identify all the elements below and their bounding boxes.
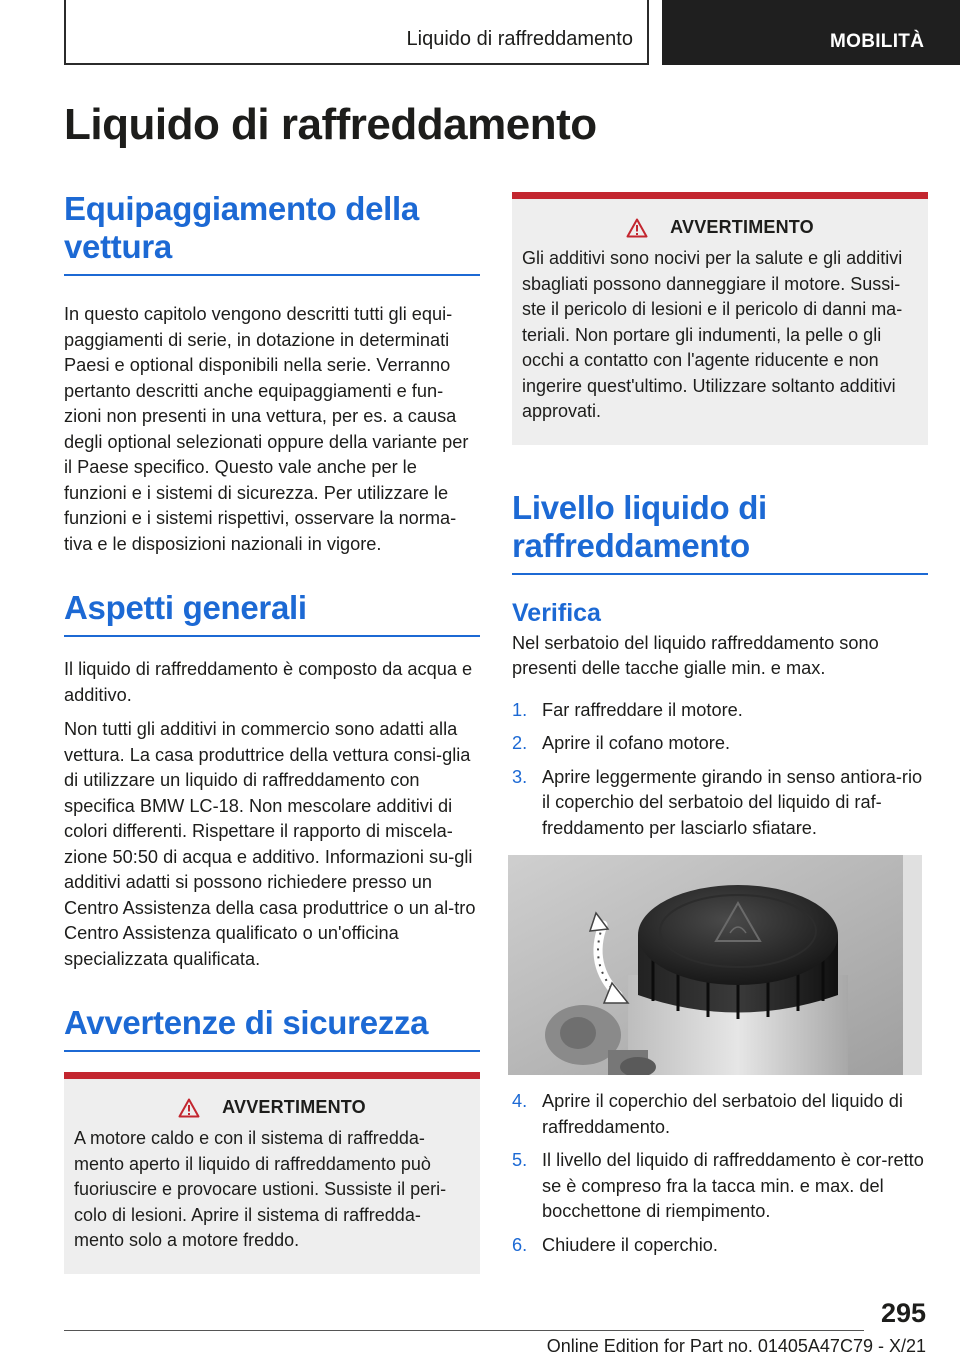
chapter-tab-label: MOBILITÀ	[830, 31, 925, 52]
step-number: 3.	[512, 766, 528, 787]
step-text: Il livello del liquido di raffreddamento è cor-retto se è compreso fra la tacca min. e max. del bocchettone di riempimento.	[542, 1150, 924, 1221]
header-section-box	[64, 0, 649, 65]
header-section-title: Liquido di raffreddamento	[406, 28, 633, 50]
safety-heading: Avvertenze di sicurezza	[64, 1004, 480, 1052]
step-number: 2.	[512, 733, 528, 753]
general-paragraph-1: Il liquido di raffreddamento è composto da acqua e additivo.	[64, 659, 473, 705]
step-number: 5.	[512, 1150, 528, 1170]
warning-triangle-icon	[626, 218, 648, 238]
list-item	[512, 731, 928, 757]
step-text: Far raffreddare il motore.	[542, 699, 743, 720]
warning-title: AVVERTIMENTO	[222, 1097, 366, 1117]
list-item	[512, 1233, 928, 1259]
warning-text: A motore caldo e con il sistema di raffredda-mento aperto il liquido di raffreddamento può fuoriuscire e provocare ustioni. Sussiste il peri-colo di lesioni. Aprire il sistema di raffredda-mento solo a motore freddo.	[74, 1128, 447, 1250]
general-heading: Aspetti generali	[64, 589, 480, 637]
step-number: 6.	[512, 1234, 528, 1255]
check-heading: Verifica	[512, 598, 601, 627]
left-column	[64, 190, 480, 1274]
chapter-tab[interactable]	[662, 0, 960, 65]
equipment-heading: Equipaggiamento della vettura	[64, 190, 480, 276]
list-item	[512, 765, 928, 842]
steps-list-a	[512, 698, 928, 842]
step-number: 4.	[512, 1091, 528, 1111]
step-text: Chiudere il coperchio.	[542, 1234, 718, 1255]
warning-triangle-icon	[178, 1098, 200, 1118]
warning-box-additives	[512, 192, 928, 445]
warning-box-hot-engine	[64, 1072, 480, 1274]
warning-text: Gli additivi sono nocivi per la salute e gli additivi sbagliati possono danneggiare il motore. Sussi-ste il pericolo di lesioni e il pericolo di danni ma-teriali. Non portare gli indumenti, la pelle o gli occhi a contatto con l'agente riducente e non ingerire quest'ultimo. Utilizzare soltanto additivi approvati.	[522, 248, 903, 421]
check-text: Nel serbatoio del liquido raffreddamento sono presenti delle tacche gialle min. e max.	[512, 632, 879, 678]
page-number: 295	[880, 1298, 926, 1328]
coolant-level-heading: Livello liquido di raffreddamento	[512, 489, 928, 575]
step-text: Aprire il cofano motore.	[542, 733, 731, 753]
general-paragraph-2: Non tutti gli additivi in commercio sono adatti alla vettura. La casa produttrice della vettura consi-glia di utilizzare un liquido di raffreddamento con specifica BMW LC-18. Non mescolare additivi di colori differenti. Rispettare il rapporto di miscela-zione 50:50 di acqua e additivo. Informazioni su-gli additivi adatti si possono richiedere presso un Centro Assistenza della casa produttrice o un al-tro Centro Assistenza qualificato o un'officina specializzata qualificata.	[64, 719, 476, 969]
steps-list-b	[512, 1089, 928, 1258]
page-title: Liquido di raffreddamento	[64, 100, 597, 149]
warning-title: AVVERTIMENTO	[670, 217, 814, 237]
footer-divider	[64, 1330, 864, 1331]
coolant-cap-photo	[508, 855, 922, 1075]
footer-edition: Online Edition for Part no. 01405A47C79 - X/21	[546, 1336, 926, 1356]
step-number: 1.	[512, 699, 528, 720]
list-item	[512, 1148, 928, 1225]
right-column	[512, 192, 928, 1266]
step-text: Aprire il coperchio del serbatoio del liquido di raffreddamento.	[542, 1091, 903, 1137]
warning-header	[74, 1097, 470, 1118]
equipment-text: In questo capitolo vengono descritti tutti gli equi-paggiamenti di serie, in dotazione in determinati Paesi e optional disponibili nella serie. Verranno pertanto descritti anche equipaggiamenti e fun-zioni non presenti in una vettura, per es. a causa degli optional selezionati oppure della variante per il Paese specifico. Questo vale anche per le funzioni e i sistemi di sicurezza. Per utilizzare le funzioni e i sistemi rispettivi, osservare la norma-tiva e le disposizioni nazionali in vigore.	[64, 304, 469, 554]
list-item	[512, 1089, 928, 1140]
step-text: Aprire leggermente girando in senso antiora-rio il coperchio del serbatoio del liquido di raf-freddamento per lasciarlo sfiatare.	[542, 766, 923, 838]
list-item	[512, 698, 928, 724]
warning-header	[522, 217, 918, 238]
